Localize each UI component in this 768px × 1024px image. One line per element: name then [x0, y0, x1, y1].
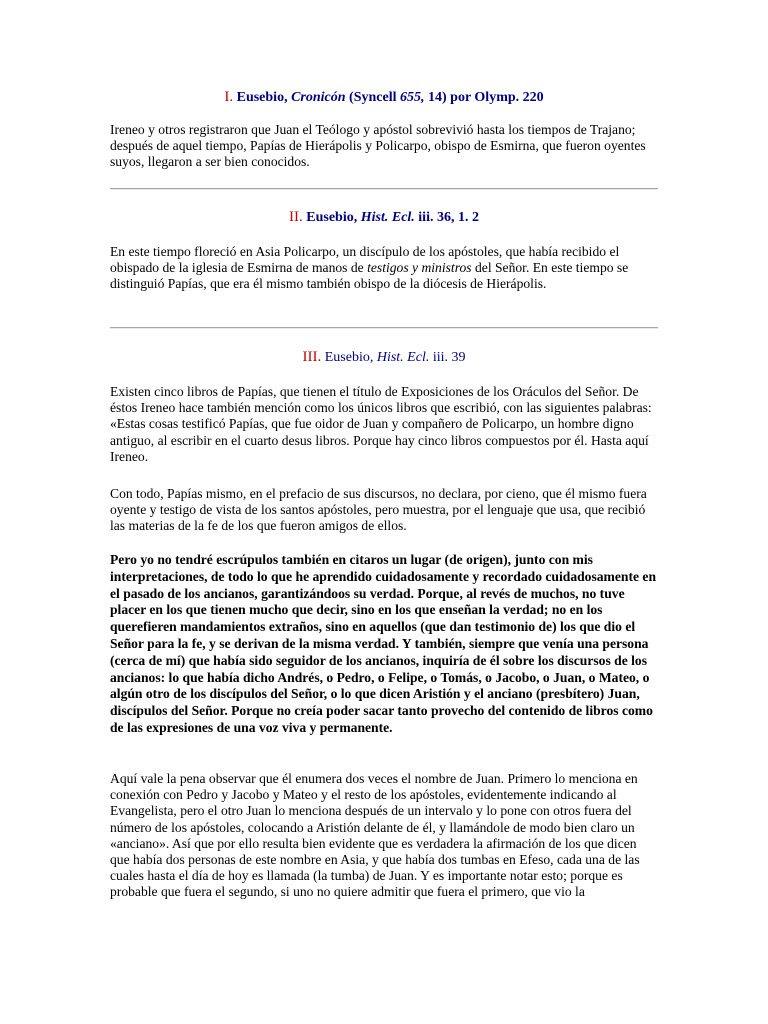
- section-2-paragraph-before: En este tiempo floreció en Asia Policarpo, un discípulo de los apóstoles, que había recibido el obispado de la iglesia de Esmirna de manos de: [110, 244, 620, 276]
- section-1-ref-rest: 14) por Olymp. 220: [428, 90, 544, 105]
- section-3-paragraph-3: Aquí vale la pena observar que él enumera dos veces el nombre de Juan. Primero lo menciona en conexión con Pedro y Jacobo y Mateo y el resto de los apóstoles, evidentemente indicando al Evangelista, pero el otro Juan lo menciona después de un intervalo y lo pone con otros fuera del número de los apóstoles, colocando a Aristión delante de él, y llamándole de modo bien claro un «anciano». Así que por ello resulta bien evidente que es verdadera la afirmación de los que dicen que había dos personas de este nombre en Asia, y que había dos tumbas en Efeso, cada una de las cuales hasta el día de hoy es llamada (la tumba) de Juan. Y es importante notar esto; porque es probable que fuera el segundo, si uno no quiere admitir que fuera el primero, que vio la: [110, 771, 640, 900]
- section-3-ref: iii. 39: [432, 350, 466, 365]
- section-3-paragraph-2: Con todo, Papías mismo, en el prefacio de sus discursos, no declara, por cieno, que él mismo fuera oyente y testigo de vista de los santos apóstoles, pero muestra, por el lenguaje que usa, que recibió las materias de la fe de los que fueron amigos de ellos.: [110, 486, 647, 534]
- section-1-heading: [110, 88, 658, 107]
- section-1-ref-page: 655,: [400, 90, 425, 105]
- section-2-ref: iii. 36, 1. 2: [418, 210, 479, 225]
- section-2-author: Eusebio,: [306, 210, 358, 225]
- divider-2: [110, 327, 658, 329]
- section-1-ref-open: (Syncell: [349, 90, 397, 105]
- section-2-paragraph-italic: testigos y ministros: [367, 260, 472, 276]
- section-3-author: Eusebio,: [324, 350, 374, 365]
- section-2-numeral: II.: [289, 209, 303, 225]
- section-2-paragraph: [110, 244, 658, 293]
- section-3-heading: [110, 348, 658, 367]
- section-1-numeral: I.: [224, 89, 234, 105]
- papias-quote: Pero yo no tendré escrúpulos también en citaros un lugar (de origen), junto con mis interpretaciones, de todo lo que he aprendido cuidadosamente y recordado cuidadosamente en el pasado de los ancianos, garantizándoos su verdad. Porque, al revés de muchos, no tuve placer en los que tienen mucho que decir, sino en los que enseñan la verdad; no en los querefieren mandamientos extraños, sino en aquellos (que dan testimonio de) los que dio el Señor para la fe, y se derivan de la misma verdad. Y también, siempre que venía una persona (cerca de mí) que había sido seguidor de los ancianos, inquiría de él sobre los discursos de los ancianos: lo que había dicho Andrés, o Pedro, o Felipe, o Tomás, o Jacobo, o Juan, o Mateo, o algún otro de los discípulos del Señor, o lo que dicen Aristión y el anciano (presbítero) Juan, discípulos del Señor. Porque no creía poder sacar tanto provecho del contenido de libros como de las expresiones de una voz viva y permanente.: [110, 552, 657, 735]
- section-3-work: Hist. Ecl.: [376, 350, 430, 365]
- section-1-author: Eusebio,: [236, 90, 288, 105]
- section-3-numeral: III.: [302, 349, 322, 365]
- section-2-work: Hist. Ecl.: [360, 210, 415, 225]
- section-2-heading: [110, 208, 658, 227]
- divider-1: [110, 188, 658, 190]
- section-1-paragraph: Ireneo y otros registraron que Juan el Teólogo y apóstol sobrevivió hasta los tiempos de Trajano; después de aquel tiempo, Papías de Hierápolis y Policarpo, obispo de Esmirna, que fueron oyentes suyos, llegaron a ser bien conocidos.: [110, 122, 646, 170]
- section-3-paragraph-1: Existen cinco libros de Papías, que tienen el título de Exposiciones de los Oráculos del Señor. De éstos Ireneo hace también mención como los únicos libros que escribió, con las siguientes palabras: «Estas cosas testificó Papías, que fue oidor de Juan y compañero de Policarpo, un hombre digno antiguo, al escribir en el cuarto desus libros. Porque hay cinco libros compuestos por él. Hasta aquí Ireneo.: [110, 384, 652, 464]
- section-2-paragraph-after: del Señor. En este tiempo se distinguió Papías, que era él mismo también obispo de la diócesis de Hierápolis.: [110, 260, 629, 292]
- section-1-work: Cronicón: [291, 90, 346, 105]
